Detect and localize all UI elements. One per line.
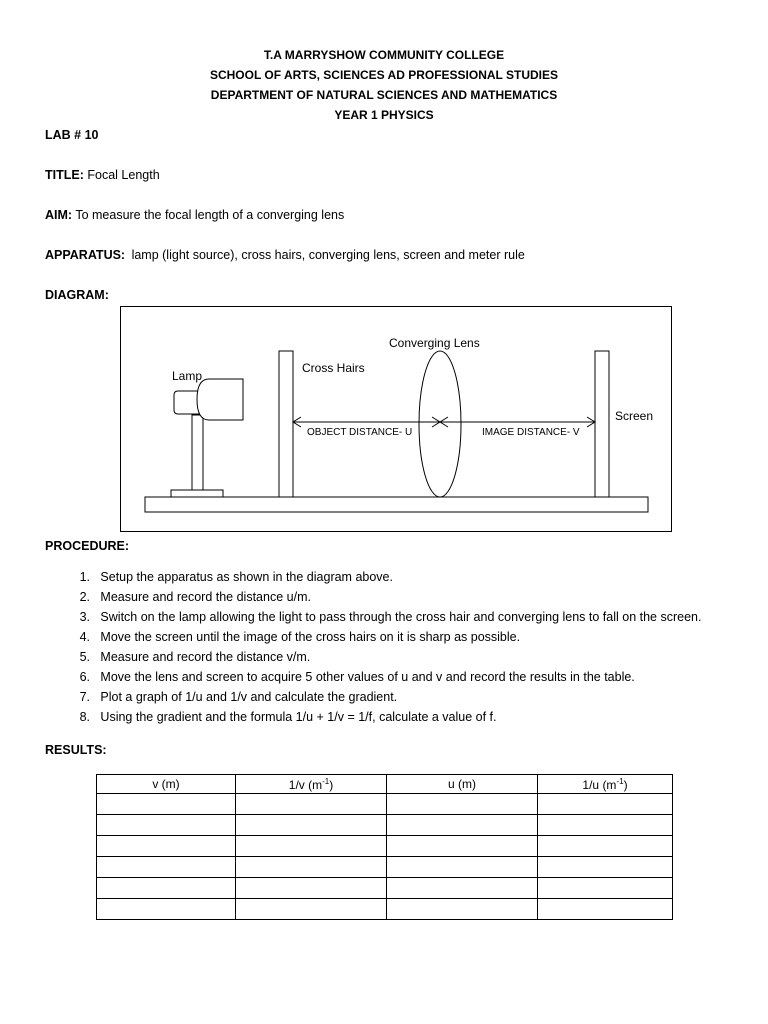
- table-cell[interactable]: [97, 857, 236, 878]
- table-cell[interactable]: [97, 815, 236, 836]
- title-line: [45, 168, 160, 182]
- table-cell[interactable]: [387, 899, 538, 920]
- table-cell[interactable]: [236, 857, 387, 878]
- table-row: [97, 836, 673, 857]
- procedure-step: 4. Move the screen until the image of the cross hairs on it is sharp as possible.: [79, 630, 521, 644]
- table-cell[interactable]: [97, 836, 236, 857]
- apparatus-label: APPARATUS:: [45, 248, 126, 262]
- table-cell[interactable]: [97, 899, 236, 920]
- table-cell[interactable]: [538, 815, 673, 836]
- column-header-v: v (m): [97, 775, 236, 794]
- procedure-list: [66, 567, 701, 727]
- course-name: YEAR 1 PHYSICS: [334, 108, 434, 122]
- table-row: [97, 878, 673, 899]
- procedure-step: 2. Measure and record the distance u/m.: [79, 590, 311, 604]
- procedure-step: 8. Using the gradient and the formula 1/u + 1/v = 1/f, calculate a value of f.: [79, 710, 497, 724]
- apparatus-line: [45, 248, 525, 262]
- table-cell[interactable]: [236, 794, 387, 815]
- aim-line: [45, 208, 344, 222]
- column-header-inverse-v: 1/v $(m^{-1})$: [236, 775, 387, 794]
- results-table: [96, 774, 673, 920]
- results-header-row: [97, 775, 673, 794]
- table-cell[interactable]: [97, 878, 236, 899]
- column-header-inverse-u: 1/u $(m^{-1})$: [538, 775, 673, 794]
- table-row: [97, 857, 673, 878]
- lamp-base: [171, 490, 223, 497]
- table-cell[interactable]: [387, 857, 538, 878]
- table-cell[interactable]: [387, 878, 538, 899]
- school-name: SCHOOL OF ARTS, SCIENCES AD PROFESSIONAL STUDIES: [209, 68, 559, 82]
- table-cell[interactable]: [387, 836, 538, 857]
- table-cell[interactable]: [236, 836, 387, 857]
- image-distance-label: IMAGE DISTANCE- V: [482, 427, 580, 438]
- procedure-step: 3. Switch on the lamp allowing the light to pass through the cross hair and converging lens to fall on the screen.: [79, 610, 702, 624]
- title-label: TITLE:: [45, 168, 84, 182]
- converging-lens-label: Converging Lens: [389, 336, 480, 350]
- lamp-post: [192, 415, 203, 490]
- table-cell[interactable]: [387, 794, 538, 815]
- procedure-step: 6. Move the lens and screen to acquire 5 other values of u and v and record the results in the table.: [79, 670, 635, 684]
- aim-label: AIM:: [45, 208, 73, 222]
- cross-hairs-post: [279, 351, 293, 497]
- cross-hairs-label: Cross Hairs: [302, 361, 365, 375]
- table-cell[interactable]: [97, 794, 236, 815]
- meter-rule: [145, 497, 648, 512]
- diagram-drawing: [121, 307, 673, 533]
- screen-post: [595, 351, 609, 497]
- screen-label: Screen: [615, 409, 654, 423]
- table-row: [97, 794, 673, 815]
- table-cell[interactable]: [538, 857, 673, 878]
- apparatus-value: lamp (light source), cross hairs, converging lens, screen and meter rule: [131, 248, 525, 262]
- table-cell[interactable]: [538, 794, 673, 815]
- procedure-step: 5. Measure and record the distance v/m.: [79, 650, 311, 664]
- title-value: Focal Length: [87, 168, 160, 182]
- table-cell[interactable]: [236, 878, 387, 899]
- converging-lens: [419, 351, 461, 497]
- table-cell[interactable]: [236, 815, 387, 836]
- lamp-bulb: [197, 379, 243, 420]
- college-name: T.A MARRYSHOW COMMUNITY COLLEGE: [263, 48, 505, 62]
- table-cell[interactable]: [387, 815, 538, 836]
- procedure-label: PROCEDURE:: [45, 539, 130, 553]
- results-label: RESULTS:: [45, 743, 107, 757]
- table-cell[interactable]: [538, 878, 673, 899]
- table-cell[interactable]: [538, 836, 673, 857]
- diagram-label: DIAGRAM:: [45, 288, 109, 302]
- object-distance-label: OBJECT DISTANCE- U: [307, 427, 413, 438]
- procedure-step: 7. Plot a graph of 1/u and 1/v and calculate the gradient.: [79, 690, 398, 704]
- table-row: [97, 899, 673, 920]
- table-row: [97, 815, 673, 836]
- column-header-u: u (m): [387, 775, 538, 794]
- lamp-label: Lamp: [172, 369, 203, 383]
- aim-value: To measure the focal length of a converging lens: [75, 208, 345, 222]
- lab-number: LAB # 10: [45, 128, 99, 142]
- table-cell[interactable]: [236, 899, 387, 920]
- procedure-step: 1. Setup the apparatus as shown in the diagram above.: [79, 570, 393, 584]
- department-name: DEPARTMENT OF NATURAL SCIENCES AND MATHEMATICS: [210, 88, 558, 102]
- apparatus-diagram: [120, 306, 672, 532]
- table-cell[interactable]: [538, 899, 673, 920]
